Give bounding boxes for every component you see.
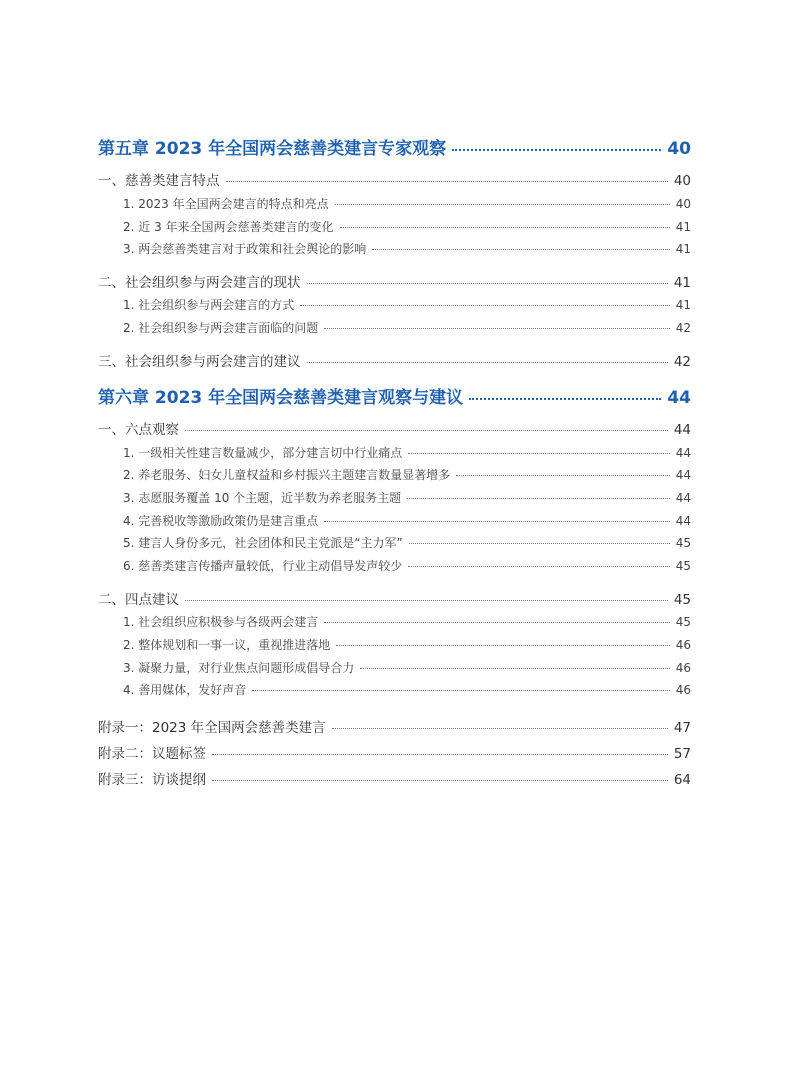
leader-dots [469, 398, 661, 400]
leader-dots [340, 227, 670, 228]
toc-label: 二、四点建议 [98, 592, 179, 608]
toc-page-number: 46 [675, 683, 691, 697]
toc-subsection[interactable] [123, 557, 691, 574]
toc-page-number: 45 [675, 536, 691, 550]
toc-appendix-3[interactable] [98, 768, 691, 788]
toc-label: 3. 凝聚力量，对行业焦点问题形成倡导合力 [123, 661, 355, 675]
toc-page-number: 44 [673, 422, 691, 438]
leader-dots [324, 622, 669, 623]
leader-dots [307, 362, 668, 363]
toc-subsection[interactable] [123, 319, 691, 336]
toc-page-number: 41 [675, 242, 691, 256]
leader-dots [185, 430, 668, 431]
toc-label: 1. 2023 年全国两会建言的特点和亮点 [123, 197, 329, 211]
leader-dots [456, 475, 669, 476]
toc-subsection[interactable] [123, 489, 691, 506]
toc-label: 2. 社会组织参与两会建言面临的问题 [123, 321, 319, 335]
leader-dots [372, 249, 669, 250]
toc-page-number: 44 [667, 388, 691, 408]
toc-section[interactable] [98, 588, 691, 608]
toc-label: 二、社会组织参与两会建言的现状 [98, 275, 301, 291]
toc-label: 1. 社会组织应积极参与各级两会建言 [123, 615, 319, 629]
toc-label: 第六章 2023 年全国两会慈善类建言观察与建议 [98, 388, 464, 408]
leader-dots [324, 521, 669, 522]
leader-dots [409, 543, 670, 544]
toc-label: 第五章 2023 年全国两会慈善类建言专家观察 [98, 139, 447, 159]
toc-section[interactable] [98, 271, 691, 291]
toc-subsection[interactable] [123, 681, 691, 698]
toc-section[interactable] [98, 169, 691, 189]
toc-label: 3. 志愿服务覆盖 10 个主题，近半数为养老服务主题 [123, 491, 402, 505]
leader-dots [335, 204, 670, 205]
toc-subsection[interactable] [123, 534, 691, 551]
toc-label: 2. 近 3 年来全国两会慈善类建言的变化 [123, 220, 334, 234]
leader-dots [408, 566, 669, 567]
leader-dots [360, 668, 669, 669]
leader-dots [300, 305, 669, 306]
toc-page-number: 46 [675, 638, 691, 652]
toc-page-number: 42 [675, 321, 691, 335]
toc-chapter-5[interactable] [98, 134, 691, 159]
toc-section[interactable] [98, 350, 691, 370]
toc-label: 附录二：议题标签 [98, 746, 206, 762]
toc-page-number: 45 [673, 592, 691, 608]
toc-label: 3. 两会慈善类建言对于政策和社会舆论的影响 [123, 242, 367, 256]
toc-page-number: 46 [675, 661, 691, 675]
toc-page-number: 44 [675, 514, 691, 528]
leader-dots [212, 780, 668, 781]
toc-subsection[interactable] [123, 240, 691, 257]
toc-page-number: 44 [675, 446, 691, 460]
leader-dots [332, 728, 668, 729]
toc-section[interactable] [98, 418, 691, 438]
toc-page-number: 41 [675, 298, 691, 312]
toc-page-number: 40 [667, 139, 691, 159]
toc-page-number: 64 [673, 772, 691, 788]
toc-page-number: 41 [673, 275, 691, 291]
toc-label: 2. 养老服务、妇女儿童权益和乡村振兴主题建言数量显著增多 [123, 468, 451, 482]
toc-label: 4. 完善税收等激励政策仍是建言重点 [123, 514, 319, 528]
toc-page-number: 47 [673, 720, 691, 736]
toc-label: 附录一：2023 年全国两会慈善类建言 [98, 720, 326, 736]
toc-page-number: 42 [673, 354, 691, 370]
toc-page-number: 44 [675, 468, 691, 482]
leader-dots [408, 453, 669, 454]
toc-label: 6. 慈善类建言传播声量较低，行业主动倡导发声较少 [123, 559, 403, 573]
leader-dots [307, 283, 668, 284]
toc-subsection[interactable] [123, 466, 691, 483]
toc-label: 1. 社会组织参与两会建言的方式 [123, 298, 295, 312]
toc-subsection[interactable] [123, 636, 691, 653]
toc-label: 1. 一级相关性建言数量减少，部分建言切中行业痛点 [123, 446, 403, 460]
toc-label: 一、慈善类建言特点 [98, 173, 220, 189]
toc-subsection[interactable] [123, 659, 691, 676]
toc-label: 一、六点观察 [98, 422, 179, 438]
toc-chapter-6[interactable] [98, 383, 691, 408]
toc-label: 4. 善用媒体，发好声音 [123, 683, 247, 697]
toc-label: 2. 整体规划和一事一议，重视推进落地 [123, 638, 331, 652]
toc-subsection[interactable] [123, 613, 691, 630]
leader-dots [226, 181, 668, 182]
toc-page-number: 44 [675, 491, 691, 505]
toc-subsection[interactable] [123, 512, 691, 529]
toc-page-number: 45 [675, 615, 691, 629]
leader-dots [336, 645, 669, 646]
toc-label: 三、社会组织参与两会建言的建议 [98, 354, 301, 370]
toc-page-number: 40 [673, 173, 691, 189]
leader-dots [407, 498, 670, 499]
toc-subsection[interactable] [123, 218, 691, 235]
toc-label: 附录三：访谈提纲 [98, 772, 206, 788]
toc-page-number: 45 [675, 559, 691, 573]
toc-subsection[interactable] [123, 296, 691, 313]
toc-appendix-2[interactable] [98, 742, 691, 762]
toc-subsection[interactable] [123, 444, 691, 461]
leader-dots [324, 328, 669, 329]
leader-dots [252, 690, 669, 691]
toc-page-number: 40 [675, 197, 691, 211]
leader-dots [452, 149, 661, 151]
toc-subsection[interactable] [123, 195, 691, 212]
leader-dots [212, 754, 668, 755]
leader-dots [185, 600, 668, 601]
toc-page-number: 57 [673, 746, 691, 762]
toc-page-number: 41 [675, 220, 691, 234]
toc-appendix-1[interactable] [98, 716, 691, 736]
toc-label: 5. 建言人身份多元，社会团体和民主党派是“主力军” [123, 536, 403, 550]
